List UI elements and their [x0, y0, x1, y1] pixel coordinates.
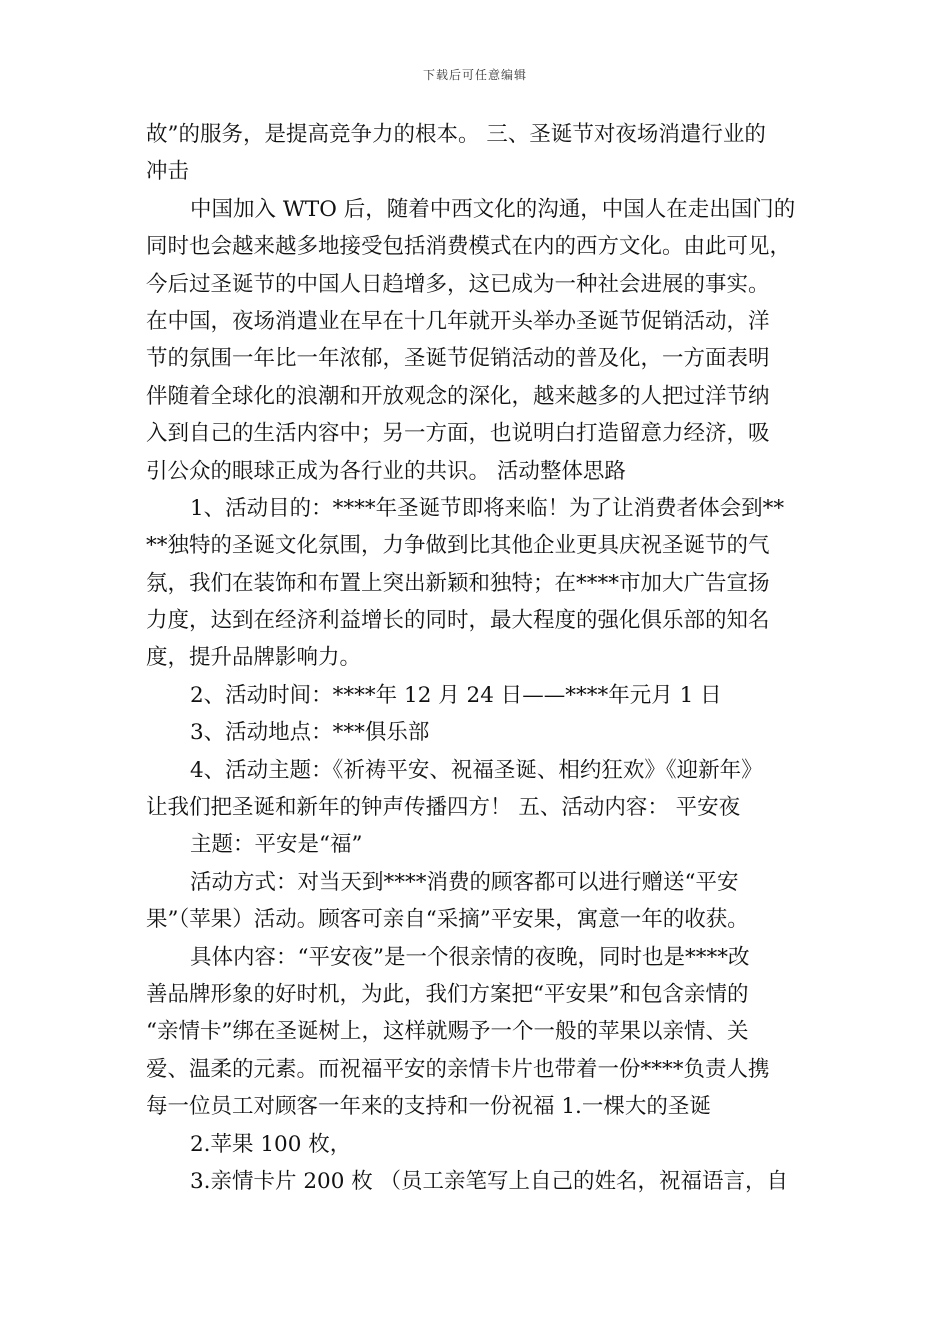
- paragraph-line: 1、活动目的：****年圣诞节即将来临！为了让消费者体会到**: [190, 495, 785, 521]
- paragraph-line: 2.苹果 100 枚，: [190, 1131, 352, 1157]
- paragraph-line: 让我们把圣诞和新年的钟声传播四方！ 五、活动内容： 平安夜: [146, 795, 741, 821]
- paragraph-line: 节的氛围一年比一年浓郁，圣诞节促销活动的普及化，一方面表明: [146, 346, 770, 372]
- paragraph-line: 冲击: [146, 159, 190, 185]
- paragraph-line: 具体内容：“平安夜”是一个很亲情的夜晚，同时也是****改: [190, 944, 750, 970]
- paragraph-line: 入到自己的生活内容中；另一方面，也说明白打造留意力经济，吸: [146, 421, 770, 447]
- page-header-note: 下载后可任意编辑: [422, 68, 527, 82]
- paragraph-line: 伴随着全球化的浪潮和开放观念的深化，越来越多的人把过洋节纳: [146, 383, 770, 409]
- paragraph-line: “亲情卡”绑在圣诞树上，这样就赐予一个一般的苹果以亲情、关: [146, 1019, 749, 1045]
- document-body: [146, 116, 810, 1200]
- paragraph-line: 3、活动地点：***俱乐部: [190, 720, 430, 746]
- paragraph-line: **独特的圣诞文化氛围，力争做到比其他企业更具庆祝圣诞节的气: [146, 533, 770, 559]
- paragraph-line: 活动方式：对当天到****消费的顾客都可以进行赠送“平安: [190, 869, 739, 895]
- paragraph-line: 爱、温柔的元素。而祝福平安的亲情卡片也带着一份****负责人携: [146, 1056, 770, 1082]
- paragraph-line: 3.亲情卡片 200 枚 （员工亲笔写上自己的姓名，祝福语言，自: [190, 1168, 789, 1194]
- paragraph-line: 果”（苹果）活动。顾客可亲自“采摘”平安果，寓意一年的收获。: [146, 907, 749, 933]
- paragraph-line: 每一位员工对顾客一年来的支持和一份祝福 1.一棵大的圣诞: [146, 1094, 711, 1120]
- paragraph-line: 善品牌形象的好时机，为此，我们方案把“平安果”和包含亲情的: [146, 981, 749, 1007]
- paragraph-line: 2、活动时间：****年 12 月 24 日——****年元月 1 日: [190, 682, 722, 708]
- paragraph-line: 氛，我们在装饰和布置上突出新颖和独特；在****市加大广告宣扬: [146, 570, 770, 596]
- paragraph-line: 在中国，夜场消遣业在早在十几年就开头举办圣诞节促销活动，洋: [146, 308, 770, 334]
- paragraph-line: 同时也会越来越多地接受包括消费模式在内的西方文化。由此可见，: [146, 234, 792, 260]
- paragraph-line: 故”的服务，是提高竞争力的根本。 三、圣诞节对夜场消遣行业的: [146, 122, 766, 147]
- paragraph-line: 4、活动主题：《祈祷平安、祝福圣诞、相约狂欢》《迎新年》: [190, 757, 763, 783]
- paragraph-line: 力度，达到在经济利益增长的同时，最大程度的强化俱乐部的知名: [146, 608, 770, 634]
- paragraph-line: 今后过圣诞节的中国人日趋增多，这已成为一种社会进展的事实。: [146, 271, 770, 297]
- paragraph-line: 度，提升品牌影响力。: [146, 645, 362, 671]
- paragraph-line: 引公众的眼球正成为各行业的共识。 活动整体思路: [146, 458, 626, 484]
- paragraph-line: 中国加入 WTO 后，随着中西文化的沟通，中国人在走出国门的: [190, 196, 796, 222]
- paragraph-line: 主题：平安是“福”: [190, 832, 363, 858]
